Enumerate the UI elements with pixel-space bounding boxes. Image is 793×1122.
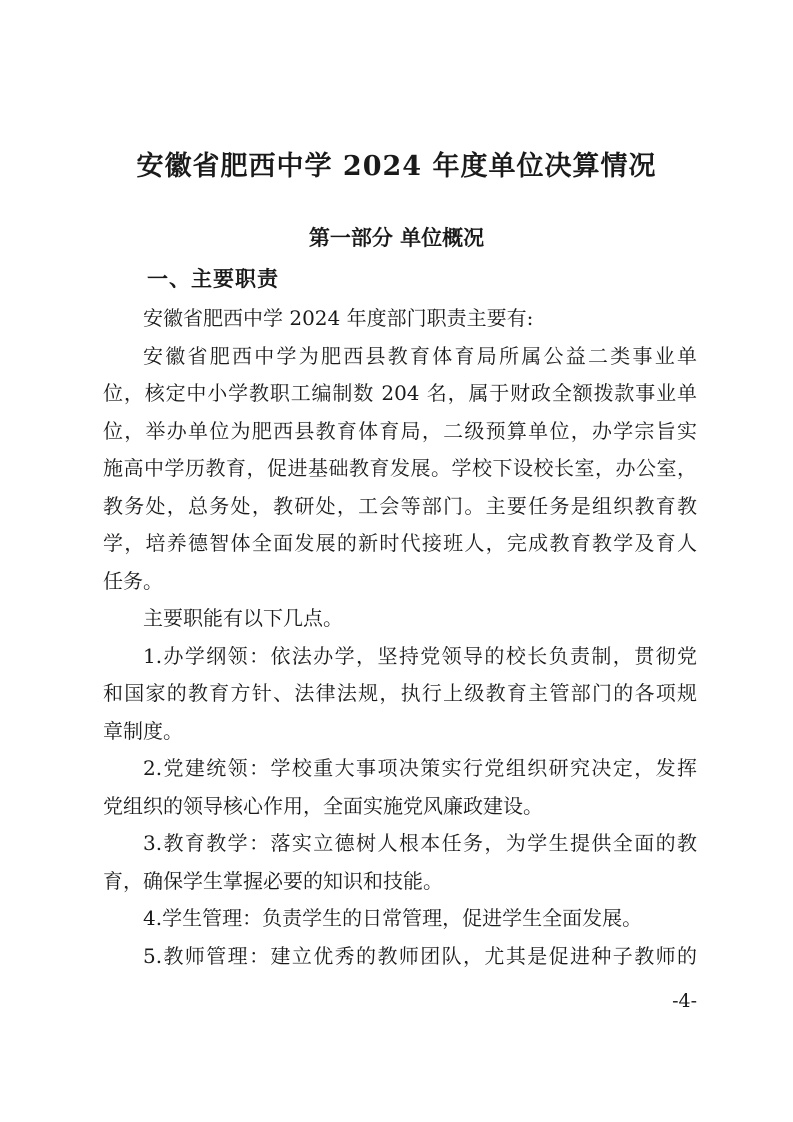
body-line: 位，举办单位为肥西县教育体育局，二级预算单位，办学宗旨实 — [103, 418, 697, 443]
body-line: 党组织的领导核心作用，全面实施党风廉政建设。 — [103, 793, 543, 818]
body-line: 教务处，总务处，教研处，工会等部门。主要任务是组织教育教 — [103, 493, 697, 518]
body-line: 育，确保学生掌握必要的知识和技能。 — [103, 868, 443, 893]
body-line: 1.办学纲领：依法办学，坚持党领导的校长负责制，贯彻党 — [143, 643, 697, 668]
body-line: 和国家的教育方针、法律法规，执行上级教育主管部门的各项规 — [103, 681, 697, 705]
document-body — [103, 300, 697, 975]
page-number: -4- — [672, 990, 697, 1012]
body-line: 5.教师管理：建立优秀的教师团队，尤其是促进种子教师的 — [143, 943, 697, 968]
body-line: 学，培养德智体全面发展的新时代接班人，完成教育教学及育人 — [103, 531, 697, 555]
body-line: 位，核定中小学教职工编制数 204 名，属于财政全额拨款事业单 — [103, 381, 697, 405]
section-heading: 一、主要职责 — [147, 267, 279, 291]
body-line: 任务。 — [103, 568, 163, 593]
body-line: 安徽省肥西中学 2024 年度部门职责主要有: — [143, 306, 534, 330]
body-line: 3.教育教学：落实立德树人根本任务，为学生提供全面的教 — [143, 831, 697, 855]
body-line: 2.党建统领：学校重大事项决策实行党组织研究决定，发挥 — [143, 756, 697, 780]
body-line: 施高中学历教育，促进基础教育发展。学校下设校长室，办公室， — [103, 456, 697, 480]
document-title: 安徽省肥西中学 2024 年度单位决算情况 — [136, 151, 657, 182]
body-line: 安徽省肥西中学为肥西县教育体育局所属公益二类事业单 — [143, 343, 697, 368]
body-line: 主要职能有以下几点。 — [143, 606, 343, 630]
body-line: 章制度。 — [103, 718, 183, 743]
part-heading: 第一部分 单位概况 — [308, 226, 485, 250]
body-line: 4.学生管理：负责学生的日常管理，促进学生全面发展。 — [143, 906, 643, 930]
